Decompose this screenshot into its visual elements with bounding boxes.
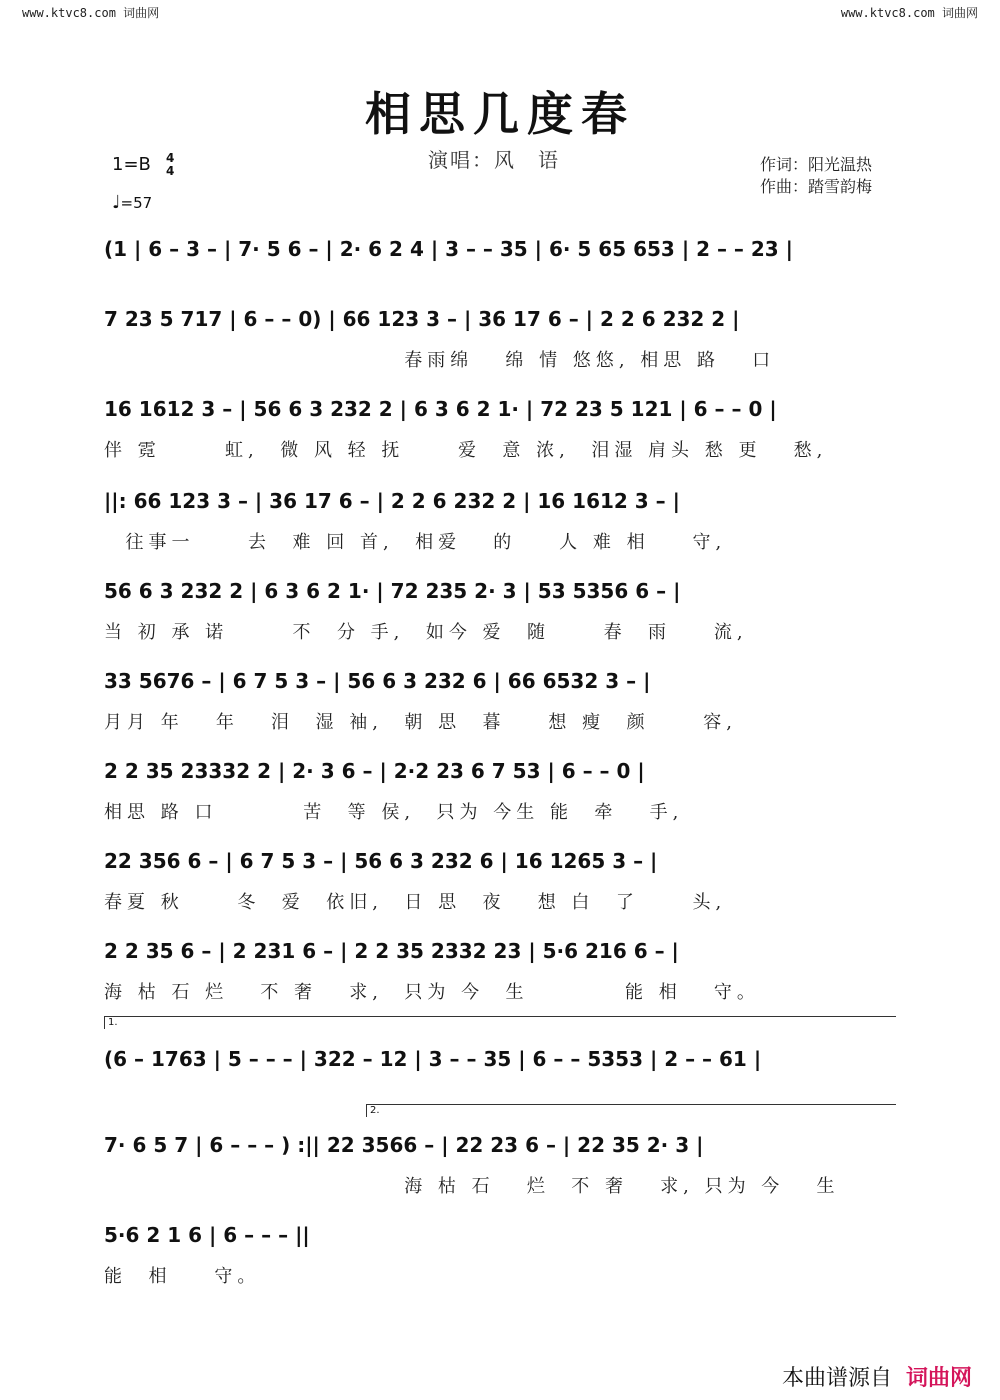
- watermark-right: www.ktvc8.com 词曲网: [840, 6, 978, 20]
- composer-credit: 作曲：踏雪韵梅: [760, 177, 873, 196]
- lyric-row: 当 初 承 诺 不 分 手, 如今 爱 随 春 雨 流,: [104, 622, 748, 643]
- brand-link[interactable]: 词曲网: [905, 1366, 972, 1391]
- lyric-row: 相思 路 口 苦 等 侯, 只为 今生 能 牵 手,: [104, 802, 684, 823]
- lyric-row: 能 相 守。: [104, 1266, 261, 1287]
- lyricist-credit: 作词：阳光温热: [760, 155, 873, 174]
- lyric-row: 春夏 秋 冬 爱 依旧, 日 思 夜 想 白 了 头,: [104, 892, 727, 913]
- time-signature-top: 4: [166, 151, 175, 165]
- notation-row: 2 2 35 6 – | 2 231 6 – | 2 2 35 2332 23 | 5·6 216 6 – |: [104, 939, 679, 963]
- source-label: 本曲谱源自: [781, 1366, 892, 1391]
- notation-row: (6 – 1763 | 5 – – – | 322 – 12 | 3 – – 35 | 6 – – 5353 | 2 – – 61 |: [104, 1047, 762, 1071]
- watermark-left: www.ktvc8.com 词曲网: [22, 6, 160, 20]
- notation-row: 5·6 2 1 6 | 6 – – – ||: [104, 1223, 310, 1247]
- notation-row: ||: 66 123 3 – | 36 17 6 – | 2 2 6 232 2 | 16 1612 3 – |: [104, 489, 680, 513]
- notation-row: 2 2 35 23332 2 | 2· 3 6 – | 2·2 23 6 7 53 | 6 – – 0 |: [104, 759, 645, 783]
- notation-row: 7 23 5 717 | 6 – – 0) | 66 123 3 – | 36 17 6 – | 2 2 6 232 2 |: [104, 307, 740, 331]
- notation-row: 7· 6 5 7 | 6 – – – ) :|| 22 3566 – | 22 23 6 – | 22 35 2· 3 |: [104, 1133, 704, 1157]
- lyric-row: 往事一 去 难 回 首, 相爱 的 人 难 相 守,: [104, 532, 727, 553]
- lyric-row: 海 枯 石 烂 不 奢 求, 只为 今 生: [104, 1176, 840, 1197]
- volta-bracket-2: 2.: [366, 1104, 896, 1117]
- notation-row: 56 6 3 232 2 | 6 3 6 2 1· | 72 235 2· 3 | 53 5356 6 – |: [104, 579, 681, 603]
- time-signature-bottom: 4: [166, 164, 175, 178]
- song-title: 相思几度春: [365, 87, 635, 141]
- notation-row: 16 1612 3 – | 56 6 3 232 2 | 6 3 6 2 1· | 72 23 5 121 | 6 – – 0 |: [104, 397, 777, 421]
- lyric-row: 春雨绵 绵 情 悠悠, 相思 路 口: [104, 350, 776, 371]
- notation-row: (1 | 6 – 3 – | 7· 5 6 – | 2· 6 2 4 | 3 – – 35 | 6· 5 65 653 | 2 – – 23 |: [104, 237, 793, 261]
- lyric-row: 海 枯 石 烂 不 奢 求, 只为 今 生 能 相 守。: [104, 982, 760, 1003]
- notation-row: 33 5676 – | 6 7 5 3 – | 56 6 3 232 6 | 66 6532 3 – |: [104, 669, 651, 693]
- lyric-row: 月月 年 年 泪 湿 袖, 朝 思 暮 想 瘦 颜 容,: [104, 712, 737, 733]
- notation-row: 22 356 6 – | 6 7 5 3 – | 56 6 3 232 6 | 16 1265 3 – |: [104, 849, 658, 873]
- tempo-value: =57: [120, 194, 153, 212]
- source-footer: [782, 1361, 972, 1392]
- singer-credit: 演唱：风 语: [428, 148, 560, 172]
- volta-bracket-1: 1.: [104, 1016, 896, 1029]
- credits-block: [760, 154, 872, 198]
- quarter-note-icon: ♩: [112, 192, 121, 213]
- tempo-marking: [112, 192, 152, 213]
- key-signature: 1=B: [112, 154, 151, 175]
- lyric-row: 伴 霓 虹, 微 风 轻 抚 爱 意 浓, 泪湿 肩头 愁 更 愁,: [104, 440, 828, 461]
- time-signature: [166, 152, 174, 178]
